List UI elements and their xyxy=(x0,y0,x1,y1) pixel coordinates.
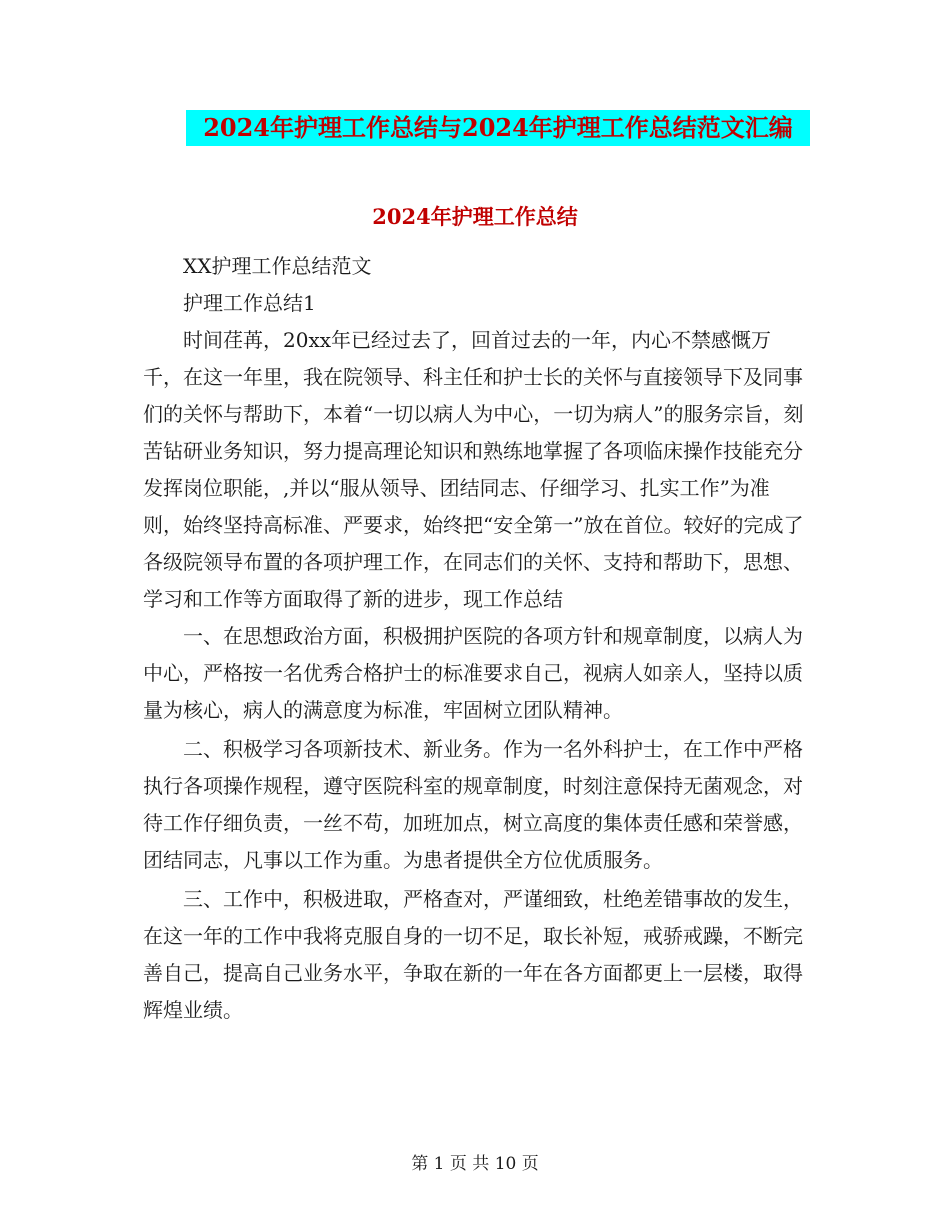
paragraph-point-3: 三、工作中，积极进取，严格查对，严谨细致，杜绝差错事故的发生，在这一年的工作中我将克服自身的一切不足，取长补短，戒骄戒躁，不断完善自己，提高自己业务水平，争取在新的一年在各方面都更上一层楼，取得辉煌业绩。 xyxy=(143,887,803,1022)
paragraph-intro: 时间荏苒，20xx年已经过去了，回首过去的一年，内心不禁感慨万千，在这一年里，我在院领导、科主任和护士长的关怀与直接领导下及同事们的关怀与帮助下，本着“一切以病人为中心，一切为病人”的服务宗旨，刻苦钻研业务知识，努力提高理论知识和熟练地掌握了各项临床操作技能充分发挥岗位职能，,并以“服从领导、团结同志、仔细学习、扎实工作”为准则，始终坚持高标准、严要求，始终把“安全第一”放在首位。较好的完成了各级院领导布置的各项护理工作，在同志们的关怀、支持和帮助下，思想、学习和工作等方面取得了新的进步，现工作总结 xyxy=(143,328,804,611)
paragraph-subtitle: XX护理工作总结范文 xyxy=(183,254,372,278)
document-body xyxy=(143,248,808,1029)
section-title: 2024年护理工作总结 xyxy=(372,204,578,229)
paragraph-point-2: 二、积极学习各项新技术、新业务。作为一名外科护士，在工作中严格执行各项操作规程，遵守医院科室的规章制度，时刻注意保持无菌观念，对待工作仔细负责，一丝不苟，加班加点，树立高度的集体责任感和荣誉感，团结同志，凡事以工作为重。为患者提供全方位优质服务。 xyxy=(143,737,803,872)
page-footer: 第 1 页 共 10 页 xyxy=(411,1154,539,1174)
paragraph-point-1: 一、在思想政治方面，积极拥护医院的各项方针和规章制度，以病人为中心，严格按一名优秀合格护士的标准要求自己，视病人如亲人，坚持以质量为核心，病人的满意度为标准，牢固树立团队精神。 xyxy=(143,624,803,722)
paragraph-heading: 护理工作总结1 xyxy=(183,291,316,315)
document-main-title: 2024年护理工作总结与2024年护理工作总结范文汇编 xyxy=(186,110,810,146)
